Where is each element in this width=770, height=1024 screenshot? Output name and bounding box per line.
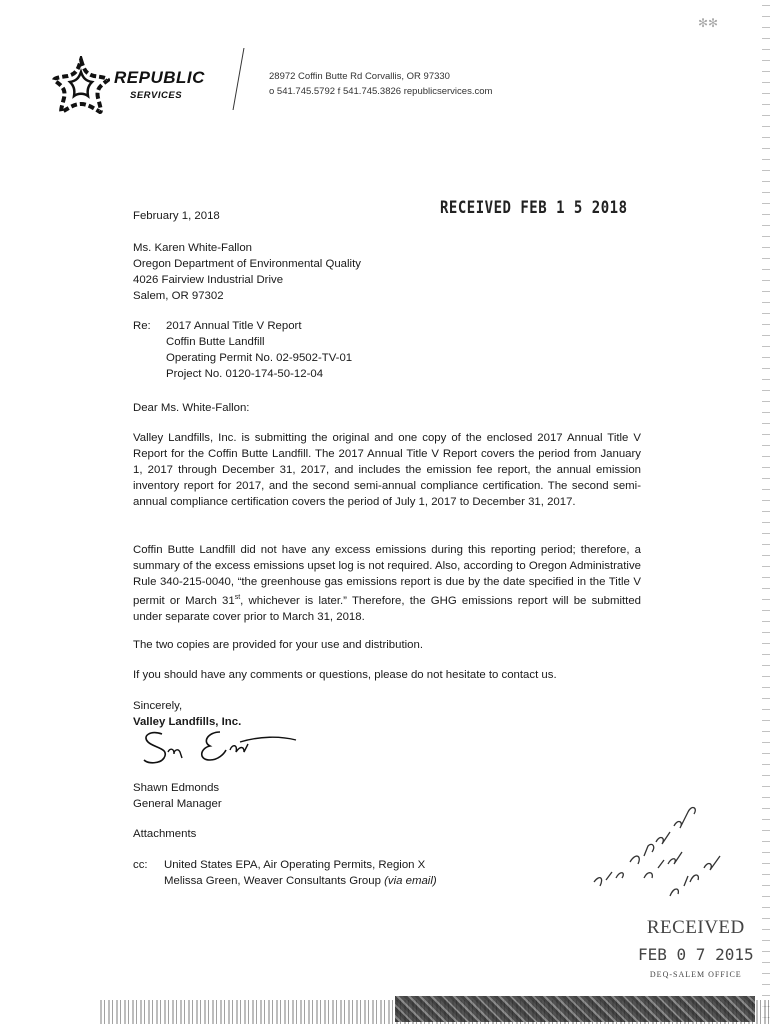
subject-line: Operating Permit No. 02-9502-TV-01 — [166, 352, 353, 364]
letter-date: February 1, 2018 — [133, 210, 220, 222]
paragraph-contact: If you should have any comments or questions, please do not hesitate to contact us. — [133, 669, 557, 681]
paragraph-text: , whichever is later.” Therefore, the GHG emissions report will be submitted under separate cover prior to March 31, 2018. — [133, 594, 641, 623]
cc-recipient — [164, 873, 437, 889]
received-stamp-word: RECEIVED — [646, 917, 745, 938]
recipient-block — [133, 240, 361, 304]
subject-line: 2017 Annual Title V Report — [166, 320, 302, 332]
logo-brand-word: REPUBLIC — [114, 68, 205, 87]
signer-title: General Manager — [133, 798, 222, 810]
received-stamp-date: FEB 0 7 2015 — [638, 945, 754, 964]
salutation: Dear Ms. White-Fallon: — [133, 402, 250, 414]
received-stamp-bottom — [638, 917, 754, 979]
corner-mark-icon: ✻✻ — [698, 16, 719, 30]
recipient-street: 4026 Fairview Industrial Drive — [133, 274, 284, 286]
signer-name: Shawn Edmonds — [133, 782, 220, 794]
cc-delivery-note: (via email) — [384, 875, 437, 887]
recipient-city: Salem, OR 97302 — [133, 290, 224, 302]
closing-company: Valley Landfills, Inc. — [133, 716, 242, 728]
cc-label: cc: — [133, 859, 148, 871]
received-stamp-office: DEQ-SALEM OFFICE — [649, 970, 742, 979]
received-stamp-top: RECEIVED FEB 1 5 2018 — [440, 198, 628, 218]
subject-line: Project No. 0120-174-50-12-04 — [166, 368, 324, 380]
cc-recipient-name: Melissa Green, Weaver Consultants Group — [164, 875, 385, 887]
attachments-note: Attachments — [133, 828, 197, 840]
republic-services-logo — [50, 56, 240, 116]
address-line-contact: o 541.745.5792 f 541.745.3826 republicservices.com — [269, 86, 493, 97]
logo-brand-sub: SERVICES — [130, 90, 183, 101]
closing-phrase: Sincerely, — [133, 700, 183, 712]
paragraph-copies: The two copies are provided for your use and distribution. — [133, 639, 423, 651]
paragraph-text: Coffin Butte Landfill did not have any excess emissions during this reporting period; therefore, a summary of the excess emissions upset log is not required. Also, according to Oregon Administrative Rule 340-215-0040, “the greenhouse gas emissions report is due by the date specified in the Title V permit or March 31 — [133, 544, 641, 607]
signer-block — [133, 780, 222, 812]
scan-dark-block-artifact — [395, 996, 755, 1022]
recipient-org: Oregon Department of Environmental Quality — [133, 258, 361, 270]
handwritten-note-icon — [590, 782, 730, 902]
letterhead-address — [269, 69, 492, 99]
cc-recipient: United States EPA, Air Operating Permits, Region X — [164, 859, 426, 871]
paragraph-excess-emissions — [133, 542, 641, 625]
subject-label: Re: — [133, 320, 151, 332]
scan-edge-artifact — [762, 0, 770, 1024]
paragraph-report-submission: Valley Landfills, Inc. is submitting the original and one copy of the enclosed 2017 Annual Title V Report for the Coffin Butte Landfill. The 2017 Annual Title V Report covers the period from January 1, 2017 through December 31, 2017, and includes the emission fee report, the annual emission inventory report for 2017, and the second semi-annual compliance certification. The second semi-annual compliance certification covers the period of July 1, 2017 to December 31, 2017. — [133, 432, 641, 508]
star-logo-icon — [50, 56, 112, 116]
subject-line: Coffin Butte Landfill — [166, 336, 265, 348]
ordinal-suffix: st — [234, 594, 241, 601]
signature-icon — [140, 722, 300, 774]
address-line-street: 28972 Coffin Butte Rd Corvallis, OR 97330 — [269, 71, 450, 82]
recipient-name: Ms. Karen White-Fallon — [133, 242, 253, 254]
